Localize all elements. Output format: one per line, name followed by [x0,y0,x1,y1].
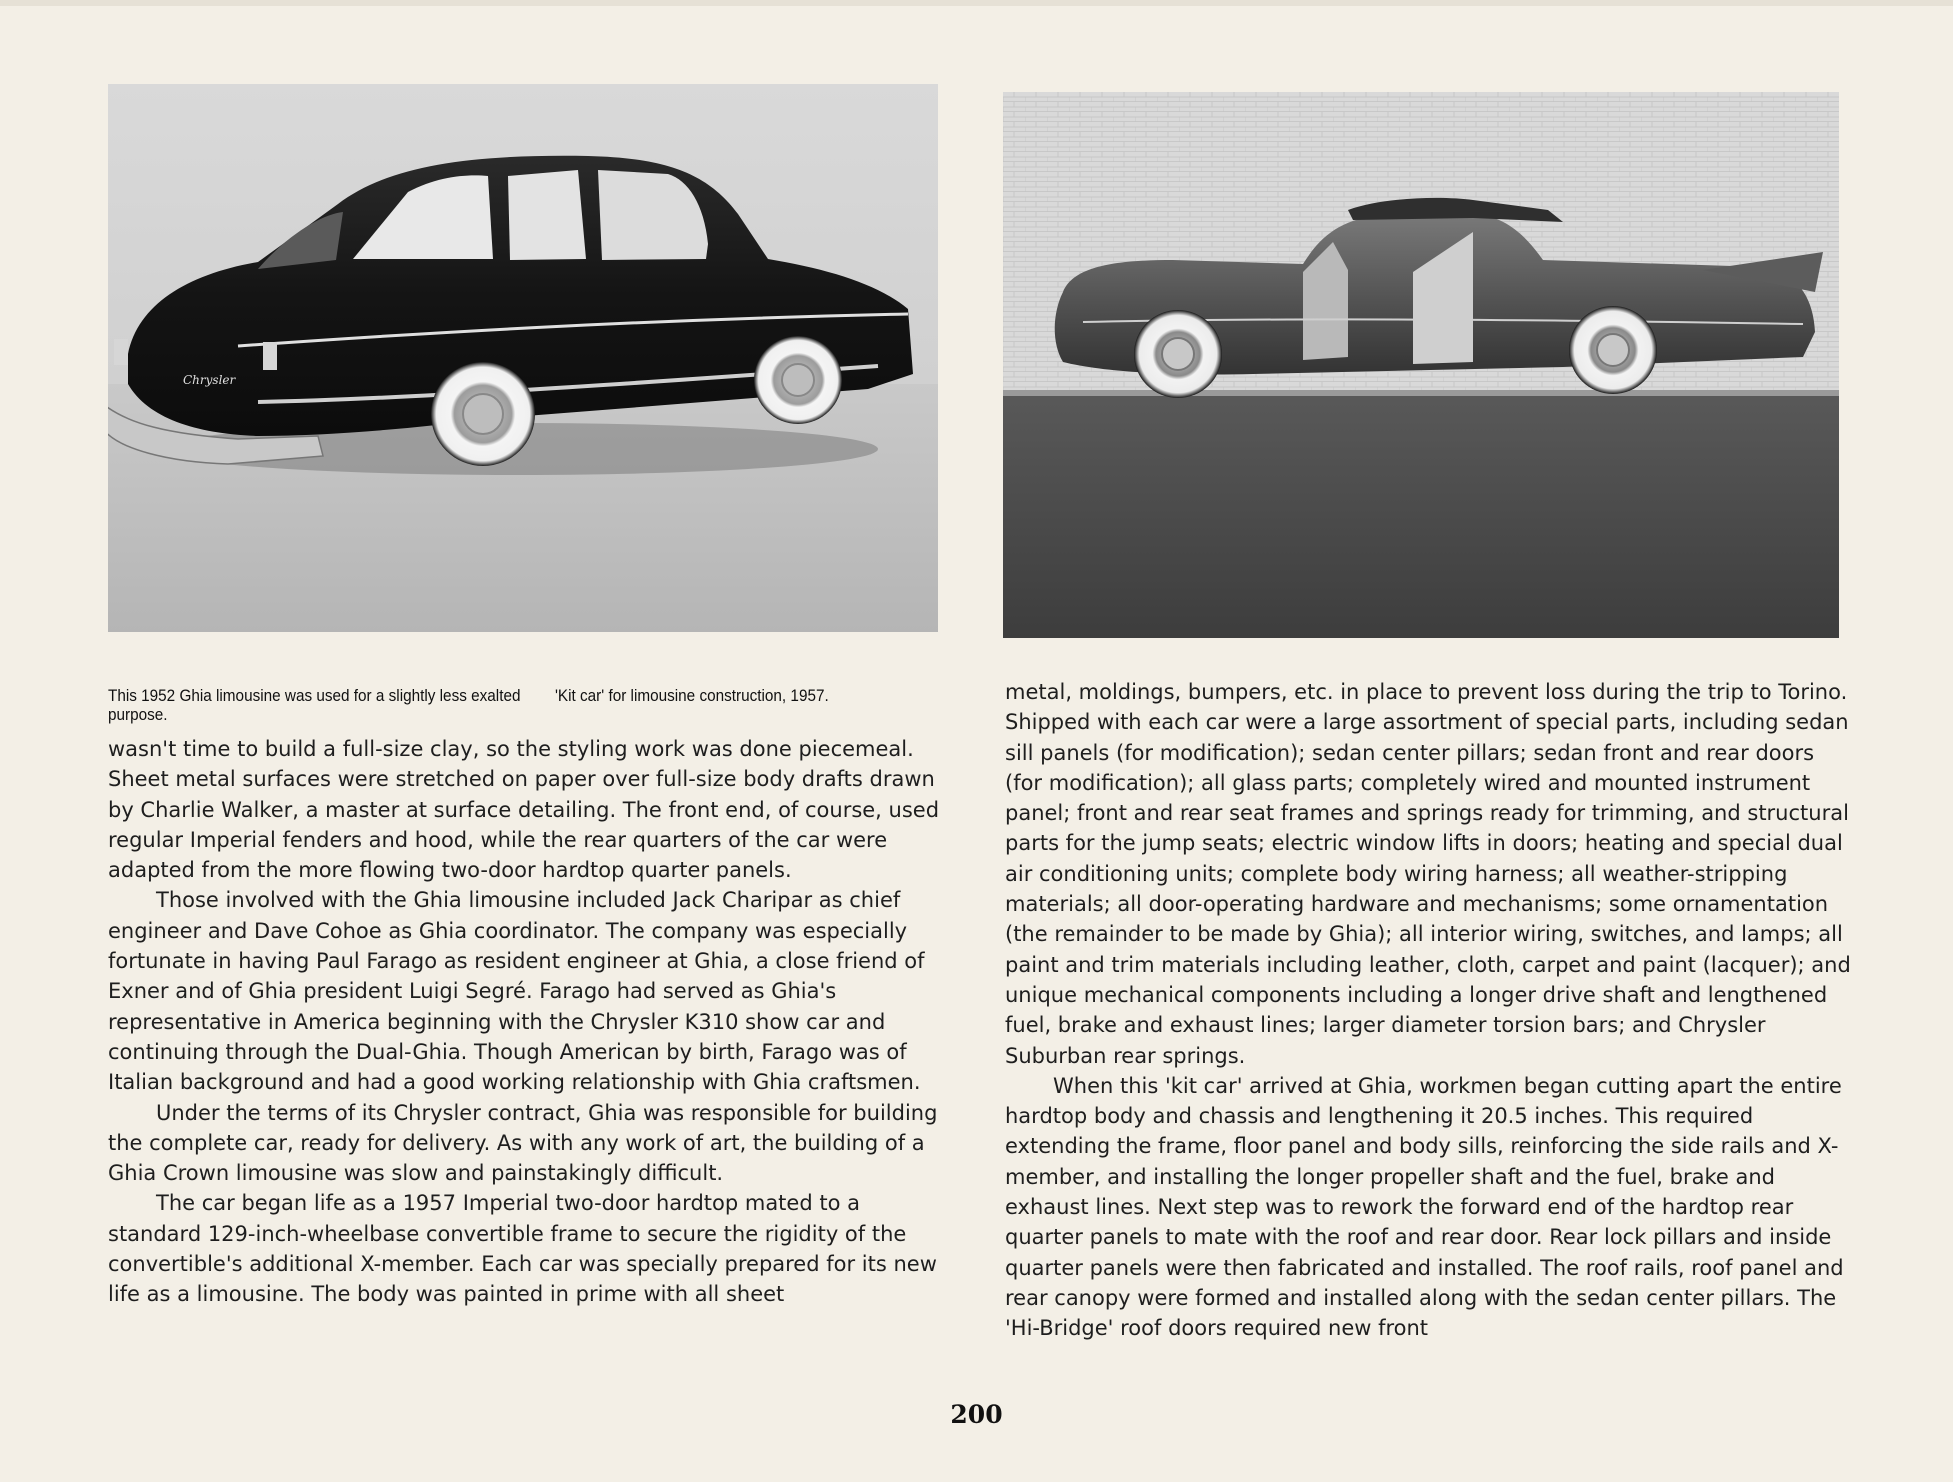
body-paragraph: When this 'kit car' arrived at Ghia, workmen began cutting apart the entire hardtop body and chassis and lengthening it 20.5 inches. This required extending the frame, floor panel and body sills, reinforcing the side rails and X-member, and installing the longer propeller shaft and the fuel, brake and exhaust lines. Next step was to rework the forward end of the hardtop rear quarter panels to mate with the roof and rear door. Rear lock pillars and inside quarter panels were then fabricated and installed. The roof rails, roof panel and rear canopy were formed and installed along with the sedan center pillars. The 'Hi-Bridge' roof doors required new front [1005,1073,1844,1341]
body-paragraph: Those involved with the Ghia limousine included Jack Charipar as chief engineer and Dave Cohoe as Ghia coordinator. The company was especially fortunate in having Paul Farago as resident engineer at Ghia, a close friend of Exner and of Ghia president Luigi Segré. Farago had served as Ghia's representative in America beginning with the Chrysler K310 show car and continuing through the Dual-Ghia. Though American by birth, Farago was of Italian background and had a good working relationship with Ghia craftsmen. [108,888,925,1095]
limousine-photo [108,84,938,632]
body-paragraph: The car began life as a 1957 Imperial two-door hardtop mated to a standard 129-inch-wheelbase convertible frame to secure the rigidity of the convertible's additional X-member. Each car was specially prepared for its new life as a limousine. The body was painted in prime with all sheet [108,1191,937,1307]
limousine-illustration [108,84,938,632]
page-number: 200 [950,1400,1003,1429]
kit-car-photo-caption: 'Kit car' for limousine construction, 1957. [555,686,829,705]
page-top-edge [0,0,1953,6]
kit-car-illustration [1003,92,1839,638]
body-paragraph: wasn't time to build a full-size clay, so the styling work was done piecemeal. Sheet metal surfaces were stretched on paper over full-size body drafts drawn by Charlie Walker, a master at surface detailing. The front end, of course, used regular Imperial fenders and hood, while the rear quarters of the car were adapted from the more flowing two-door hardtop quarter panels. [108,737,940,883]
left-text-column [108,734,948,1310]
limousine-photo-caption: This 1952 Ghia limousine was used for a slightly less exalted purpose. [108,686,521,724]
right-text-column [1005,677,1851,1344]
body-paragraph: Under the terms of its Chrysler contract, Ghia was responsible for building the complete car, ready for delivery. As with any work of art, the building of a Ghia Crown limousine was slow and painstakingly difficult. [108,1100,938,1186]
kit-car-photo [1003,92,1839,638]
trunk-script-badge: Chrysler [183,373,236,387]
body-paragraph: metal, moldings, bumpers, etc. in place to prevent loss during the trip to Torino. Shipped with each car were a large assortment of special parts, including sedan sill panels (for modification); sedan center pillars; sedan front and rear doors (for modification); all glass parts; completely wired and mounted instrument panel; front and rear seat frames and springs ready for trimming, and structural parts for the jump seats; electric window lifts in doors; heating and special dual air conditioning units; complete body wiring harness; all weather-stripping materials; all door-operating hardware and mechanisms; some ornamentation (the remainder to be made by Ghia); all interior wiring, switches, and lamps; all paint and trim materials including leather, cloth, carpet and paint (lacquer); and unique mechanical components including a longer drive shaft and lengthened fuel, brake and exhaust lines; larger diameter torsion bars; and Chrysler Suburban rear springs. [1005,680,1851,1068]
